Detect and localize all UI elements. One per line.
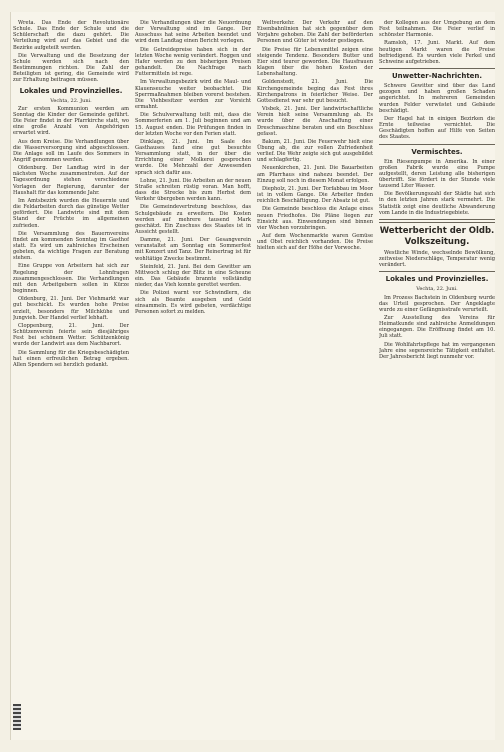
article-paragraph: Die Bevölkerungszahl der Städte hat sich in den letzten Jahren stark vermehrt. Die Statistik zeigt eine deutliche Abwanderung vom Lande in die Industriegebiete.	[379, 191, 495, 216]
article-paragraph: Visbek, 21. Juni. Der landwirtschaftliche Verein hielt seine Versammlung ab. Es wurde über die Anschaffung einer Dreschmaschine beraten und ein Beschluss gefasst.	[257, 106, 373, 137]
section-heading: Lokales und Provinzielles.	[385, 275, 489, 284]
article-paragraph: Steinfeld, 21. Juni. Bei dem Gewitter am Mittwoch schlug der Blitz in eine Scheune ein. Das Gebäude brannte vollständig nieder, das Vieh konnte gerettet werden.	[135, 263, 251, 289]
article-paragraph: der Kollegen aus der Umgebung an dem Fest teilnahmen. Die Feier verlief in schönster Harmonie.	[379, 20, 495, 39]
article-paragraph: Die Getreidepreise haben sich in der letzten Woche wenig verändert. Roggen und Hafer werden zu den bisherigen Preisen gehandelt. Die Nachfrage nach Futtermitteln ist rege.	[135, 46, 251, 78]
newspaper-page	[10, 12, 495, 740]
article-paragraph: Die Sammlung für die Kriegsbeschädigten hat einen erfreulichen Betrag ergeben. Allen Spendern sei herzlich gedankt.	[13, 349, 129, 368]
article-paragraph: Oldenburg. Der Landtag wird in der nächsten Woche zusammentreten. Auf der Tagesordnung stehen verschiedene Vorlagen der Regierung, darunter der Haushalt für das kommende Jahr.	[13, 165, 129, 196]
scale-bar-icon	[13, 704, 21, 730]
article-paragraph: Damme, 21. Juni. Der Gesangverein veranstaltet am Sonntag ein Sommerfest mit Konzert und Tanz. Der Reinertrag ist für wohltätige Zwecke bestimmt.	[135, 237, 251, 262]
article-paragraph: Die Gemeindevertretung beschloss, das Schulgebäude zu erweitern. Die Kosten werden auf mehrere tausend Mark geschätzt. Ein Zuschuss des Staates ist in Aussicht gestellt.	[135, 204, 251, 235]
article-paragraph: Weltverkehr. Der Verkehr auf den Eisenbahnlinien hat sich gegenüber dem Vorjahre gehoben. Die Zahl der beförderten Personen und Güter ist wieder gestiegen.	[257, 20, 373, 45]
article-paragraph: Wreta. Das Ende der Revolutionäre Schule. Das Ende der Schule und die Schülerschaft die dazu gehört. Die Verteilung wird auf das Gebiet und die Bezirke aufgeteilt werden.	[13, 20, 129, 51]
article-paragraph: Oldenburg, 21. Juni. Der Viehmarkt war gut beschickt. Es wurden hohe Preise erzielt, besonders für Milchkühe und Jungvieh. Der Handel verlief lebhaft.	[13, 296, 129, 321]
column-3	[257, 20, 373, 732]
article-paragraph: Lohne, 21. Juni. Die Arbeiten an der neuen Straße schreiten rüstig voran. Man hofft, dass die Strecke bis zum Herbst dem Verkehr übergeben werden kann.	[135, 177, 251, 203]
article-paragraph: Die Wohlfahrtspflege hat im vergangenen Jahre eine segensreiche Tätigkeit entfaltet. Der Jahresbericht liegt nunmehr vor.	[379, 341, 495, 360]
article-paragraph: Die Preise für Lebensmittel zeigen eine steigende Tendenz. Besonders Butter und Eier sind teurer geworden. Die Hausfrauen klagen über die hohen Kosten der Lebenshaltung.	[257, 46, 373, 78]
article-paragraph: Die Schulverwaltung teilt mit, dass die Sommerferien am 1. Juli beginnen und am 15. August enden. Die Prüfungen finden in der letzten Woche vor den Ferien statt.	[135, 112, 251, 137]
article-paragraph: Schwere Gewitter sind über das Land gezogen und haben großen Schaden angerichtet. In mehreren Gemeinden wurden Felder verwüstet und Gebäude beschädigt.	[379, 83, 495, 114]
article-paragraph: Die Verwaltung und die Besetzung der Schule werden sich nach den Bestimmungen richten. Die Zahl der Beteiligten ist gering, die Gemeinde wird zur Erhaltung beitragen müssen.	[13, 52, 129, 84]
article-paragraph: Die Gemeinde beschloss die Anlage eines neuen Friedhofes. Die Pläne liegen zur Einsicht aus. Einwendungen sind binnen vier Wochen vorzubringen.	[257, 206, 373, 231]
article-paragraph: Cloppenburg, 21. Juni. Der Schützenverein feierte sein diesjähriges Fest bei schönem Wetter. Schützenkönig wurde der Landwirt aus dem Nachbarort.	[13, 322, 129, 348]
section-heading: Lokales und Provinzielles.	[19, 86, 123, 95]
article-paragraph: Bakum, 21. Juni. Die Feuerwehr hielt eine Übung ab, die zur vollen Zufriedenheit verlief. Die Wehr zeigte sich gut ausgebildet und schlagfertig.	[257, 138, 373, 164]
column-1	[13, 20, 129, 732]
column-4	[379, 20, 495, 732]
column-2	[135, 20, 251, 732]
double-divider	[379, 219, 495, 223]
article-paragraph: Ein Riesenpumpe in Amerika. In einer großen Fabrik wurde eine Pumpe aufgestellt, deren Leistung alle bisherigen übertrifft. Sie fördert in der Stunde viele tausend Liter Wasser.	[379, 158, 495, 190]
section-heading: Unwetter-Nachrichten.	[391, 72, 483, 81]
dateline: Vechta, 22. Juni.	[416, 286, 458, 293]
column-divider	[379, 271, 495, 272]
section-heading: Vermischtes.	[411, 147, 463, 156]
article-paragraph: Ramsloh, 17. Juni. Markt. Auf dem heutigen Markt waren die Preise befriedigend. Es wurden viele Ferkel und Schweine aufgetrieben.	[379, 40, 495, 65]
article-paragraph: Im Verwaltungsbezirk wird die Maul- und Klauenseuche weiter beobachtet. Die Sperrmaßnahmen bleiben vorerst bestehen. Die Viehbesitzer werden zur Vorsicht ermahnt.	[135, 79, 251, 111]
article-paragraph: Zur Ausstellung des Vereins für Heimatkunde sind zahlreiche Anmeldungen eingegangen. Die Eröffnung findet am 10. Juli statt.	[379, 315, 495, 340]
article-paragraph: Diepholz, 21. Juni. Der Torfabbau im Moor ist in vollem Gange. Die Arbeiter finden reichlich Beschäftigung. Der Absatz ist gut.	[257, 185, 373, 205]
article-paragraph: Im Amtsbezirk wurden die Heuernte und die Feldarbeiten durch das günstige Wetter gefördert. Die Landwirte sind mit dem Stand der Früchte im allgemeinen zufrieden.	[13, 197, 129, 229]
article-paragraph: Im Prozess Bachstein in Oldenburg wurde das Urteil gesprochen. Der Angeklagte wurde zu einer Gefängnisstrafe verurteilt.	[379, 294, 495, 313]
article-paragraph: Neuenkirchen, 21. Juni. Die Bauarbeiten am Pfarrhaus sind nahezu beendet. Der Einzug soll noch in diesem Monat erfolgen.	[257, 165, 373, 184]
column-divider	[379, 68, 495, 69]
dateline: Vechta, 22. Juni.	[50, 97, 92, 104]
article-paragraph: Der Hagel hat in einigen Bezirken die Ernte teilweise vernichtet. Die Geschädigten hoffen auf Hilfe von Seiten des Staates.	[379, 115, 495, 141]
article-paragraph: Die Versammlung des Bauernvereins findet am kommenden Sonntag im Gasthof statt. Es wird um zahlreiches Erscheinen gebeten, da wichtige Fragen zur Beratung stehen.	[13, 230, 129, 262]
article-paragraph: Aus dem Kreise. Die Verhandlungen über die Wasserversorgung sind abgeschlossen. Die Anlage soll im Laufe des Sommers in Angriff genommen werden.	[13, 138, 129, 163]
article-paragraph: Goldenstedt, 21. Juni. Die Kirchengemeinde beging das Fest ihres Kirchenpatrons in feierlicher Weise. Der Gottesdienst war sehr gut besucht.	[257, 79, 373, 104]
section-heading: Wetterbericht der Oldb. Volkszeitung.	[379, 225, 495, 247]
article-paragraph: Eine Gruppe von Arbeitern hat sich zur Regelung der Lohnfragen zusammengeschlossen. Die Verhandlungen mit den Arbeitgebern sollen in Kürze beginnen.	[13, 263, 129, 295]
article-paragraph: Die Polizei warnt vor Schwindlern, die sich als Beamte ausgeben und Geld einsammeln. Es wird gebeten, verdächtige Personen sofort zu melden.	[135, 290, 251, 315]
article-paragraph: Auf dem Wochenmarkte waren Gemüse und Obst reichlich vorhanden. Die Preise hielten sich auf der Höhe der Vorwoche.	[257, 233, 373, 252]
article-paragraph: Die Verhandlungen über die Neuordnung der Verwaltung sind im Gange. Der Ausschuss hat seine Arbeiten beendet und wird dem Landtag einen Bericht vorlegen.	[135, 20, 251, 45]
article-paragraph: Zur ersten Kommunion werden am Sonntag die Kinder der Gemeinde geführt. Die Feier findet in der Pfarrkirche statt, wo eine große Anzahl von Angehörigen erwartet wird.	[13, 105, 129, 137]
article-paragraph: Dinklage, 21. Juni. Im Saale des Gasthauses fand eine gut besuchte Versammlung statt, in der über die Errichtung einer Molkerei gesprochen wurde. Die Mehrzahl der Anwesenden sprach sich dafür aus.	[135, 138, 251, 176]
column-divider	[379, 144, 495, 145]
article-paragraph: Westliche Winde, wechselnde Bewölkung, zeitweise Niederschläge, Temperatur wenig verändert.	[379, 249, 495, 269]
